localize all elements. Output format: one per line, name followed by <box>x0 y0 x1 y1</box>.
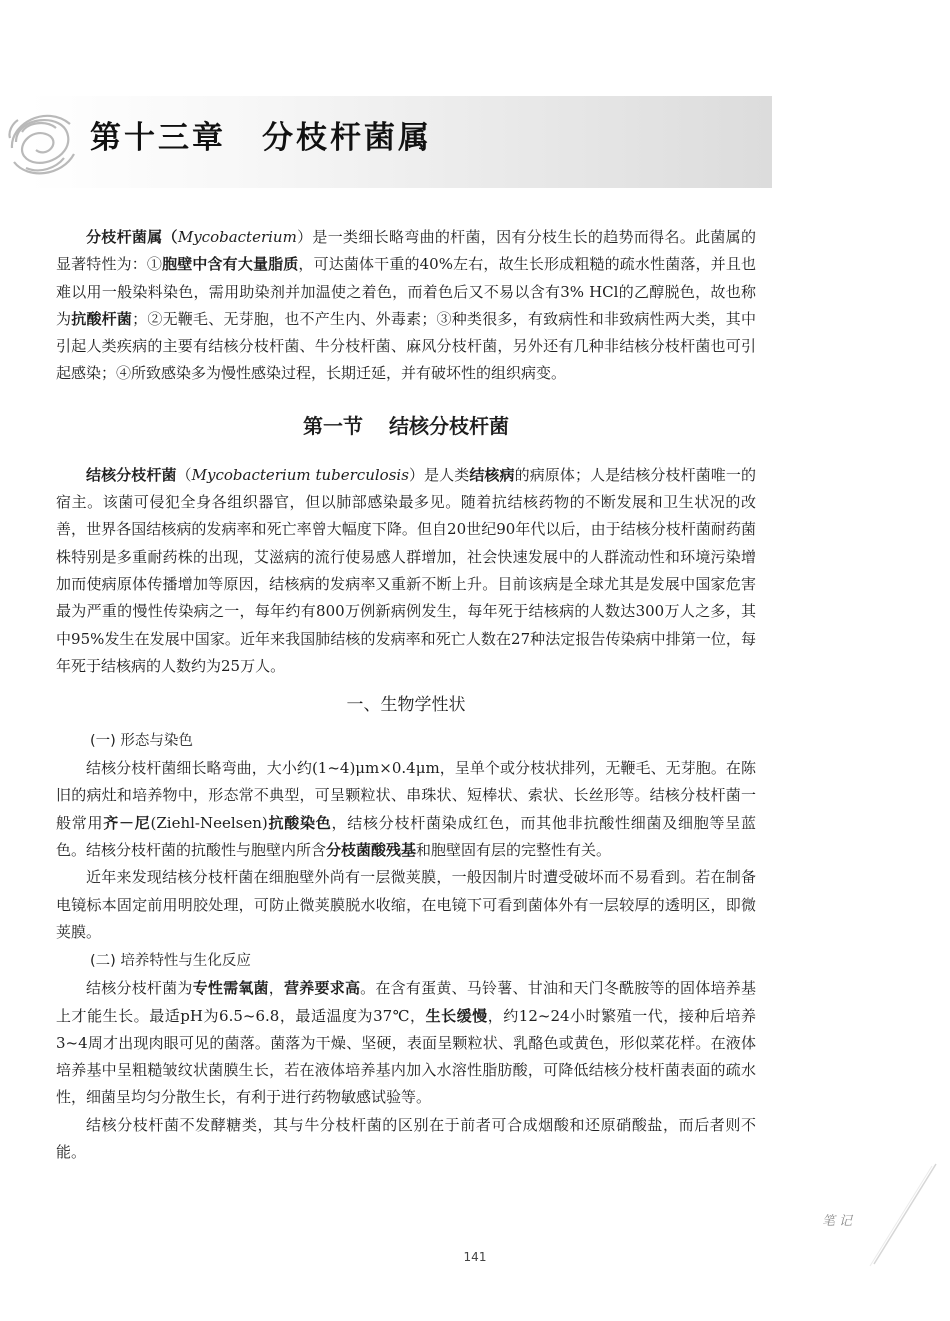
culture-text-4: ，约12~24小时繁殖一代，接种后培养3~4周才出现肉眼可见的菌落。菌落为干燥、坚硬，表面呈颗粒状、乳酪色或黄色，形似菜花样。在液体培养基中呈粗糙皱纹状菌膜生长，若在液体培养基内加入水溶性脂肪酸，可降低结核分枝杆菌表面的疏水性，细菌呈均匀分散生长，有利于进行药物敏感试验等。 <box>56 1006 756 1107</box>
culture-bold-2: 营养要求高 <box>284 979 361 998</box>
section-bold-2: 结核病 <box>469 465 515 484</box>
intro-text-2: ，可达菌体干重的40%左右，故生长形成粗糙的疏水性菌落，并且也难以用一般染料染色，需用助染剂并加温使之着色，而着色后又不易以含有3% HCl的乙醇脱色，故也称为 <box>56 255 756 328</box>
chapter-name: 分枝杆菌属 <box>262 120 432 156</box>
culture-heading: (二) 培养特性与生化反应 <box>90 953 251 970</box>
intro-bold-2: 抗酸杆菌 <box>71 309 133 328</box>
chapter-title <box>90 112 432 157</box>
section-intro-paragraph <box>56 462 756 680</box>
chapter-swirl-icon <box>6 102 78 182</box>
morphology-bold-2: 抗酸染色 <box>267 813 332 832</box>
intro-latin-name: Mycobacterium <box>177 228 297 246</box>
intro-term: 分枝杆菌属（ <box>86 228 178 246</box>
intro-text-3: ；②无鞭毛、无芽胞，也不产生内、外毒素；③种类很多，有致病性和非致病性两大类，其中引起人类疾病的主要有结核分枝杆菌、牛分枝杆菌、麻风分枝杆菌，另外还有几种非结核分枝杆菌也可引起感染；④所致感染多为慢性感染过程，长期迁延，并有破坏性的组织病变。 <box>56 309 756 383</box>
page-number: 141 <box>463 1250 487 1264</box>
section-text-1: ）是人类 <box>408 465 470 484</box>
section-title <box>56 412 756 440</box>
notes-label: 笔记 <box>822 1214 857 1229</box>
culture-paragraph-2: 结核分枝杆菌不发酵糖类，其与牛分枝杆菌的区别在于前者可合成烟酸和还原硝酸盐，而后者则不能。 <box>56 1115 756 1162</box>
morphology-text-2: (Ziehl-Neelsen) <box>150 813 268 832</box>
culture-paragraph-1 <box>56 975 756 1111</box>
morphology-text-3: ，结核分枝杆菌染成红色，而其他非抗酸性细菌及细胞等呈蓝色。结核分枝杆菌的抗酸性与胞壁内所含 <box>56 813 756 860</box>
morphology-text-1: 结核分枝杆菌细长略弯曲，大小约(1~4)μm×0.4μm，呈单个或分枝状排列，无鞭毛、无芽胞。在陈旧的病灶和培养物中，形态常不典型，可呈颗粒状、串珠状、短棒状、索状、长丝形等。结核分枝杆菌一般常用 <box>56 759 756 832</box>
morphology-text-4: 和胞壁固有层的完整性有关。 <box>416 841 612 860</box>
section-latin-name: Mycobacterium tuberculosis <box>191 465 409 484</box>
culture-text-3: 。在含有蛋黄、马铃薯、甘油和天门冬酰胺等的固体培养基上才能生长。最适pH为6.5~6.8，最适温度为37℃， <box>56 979 756 1025</box>
chapter-label: 第十三章 <box>90 120 226 156</box>
section-term: 结核分枝杆菌 <box>86 465 177 484</box>
morphology-bold-3: 分枝菌酸残基 <box>326 841 417 860</box>
section-label: 第一节 <box>303 413 363 438</box>
page-content <box>56 224 756 1166</box>
culture-text-2: ， <box>268 979 285 998</box>
culture-bold-3: 生长缓慢 <box>425 1006 488 1025</box>
morphology-paragraph-2: 近年来发现结核分枝杆菌在细胞壁外尚有一层微荚膜，一般因制片时遭受破坏而不易看到。若在制备电镜标本固定前用明胶处理，可防止微荚膜脱水收缩，在电镜下可看到菌体外有一层较厚的透明区，即微荚膜。 <box>56 868 756 941</box>
subsection-title: 一、生物学性状 <box>346 695 466 716</box>
culture-bold-1: 专性需氧菌 <box>192 979 269 998</box>
section-name: 结核分枝杆菌 <box>389 413 509 438</box>
section-text-0: （ <box>176 465 192 484</box>
intro-bold-1: 胞壁中含有大量脂质 <box>162 255 299 274</box>
intro-paragraph <box>56 224 756 388</box>
intro-text-1: ）是一类细长略弯曲的杆菌，因有分枝生长的趋势而得名。此菌属的显著特性为：① <box>56 228 756 274</box>
morphology-bold-1: 齐－尼 <box>103 813 151 832</box>
culture-text-1: 结核分枝杆菌为 <box>86 979 193 998</box>
morphology-heading: (一) 形态与染色 <box>90 733 193 750</box>
morphology-paragraph-1 <box>56 755 756 864</box>
section-text-2: 的病原体；人是结核分枝杆菌唯一的宿主。该菌可侵犯全身各组织器官，但以肺部感染最多见。随着抗结核药物的不断发展和卫生状况的改善，世界各国结核病的发病率和死亡率曾大幅度下降。但自20世纪90年代以后，由于结核分枝杆菌耐药菌株特别是多重耐药株的出现，艾滋病的流行使易感人群增加，社会快速发展中的人群流动性和环境污染增加而使病原体传播增加等原因，结核病的发病率又重新不断上升。目前该病是全球尤其是发展中国家危害最为严重的慢性传染病之一，每年约有800万例新病例发生，每年死于结核病的人数达300万人之多，其中95%发生在发展中国家。近年来我国肺结核的发病率和死亡人数在27种法定报告传染病中排第一位，每年死于结核病的人数约为25万人。 <box>56 465 756 675</box>
